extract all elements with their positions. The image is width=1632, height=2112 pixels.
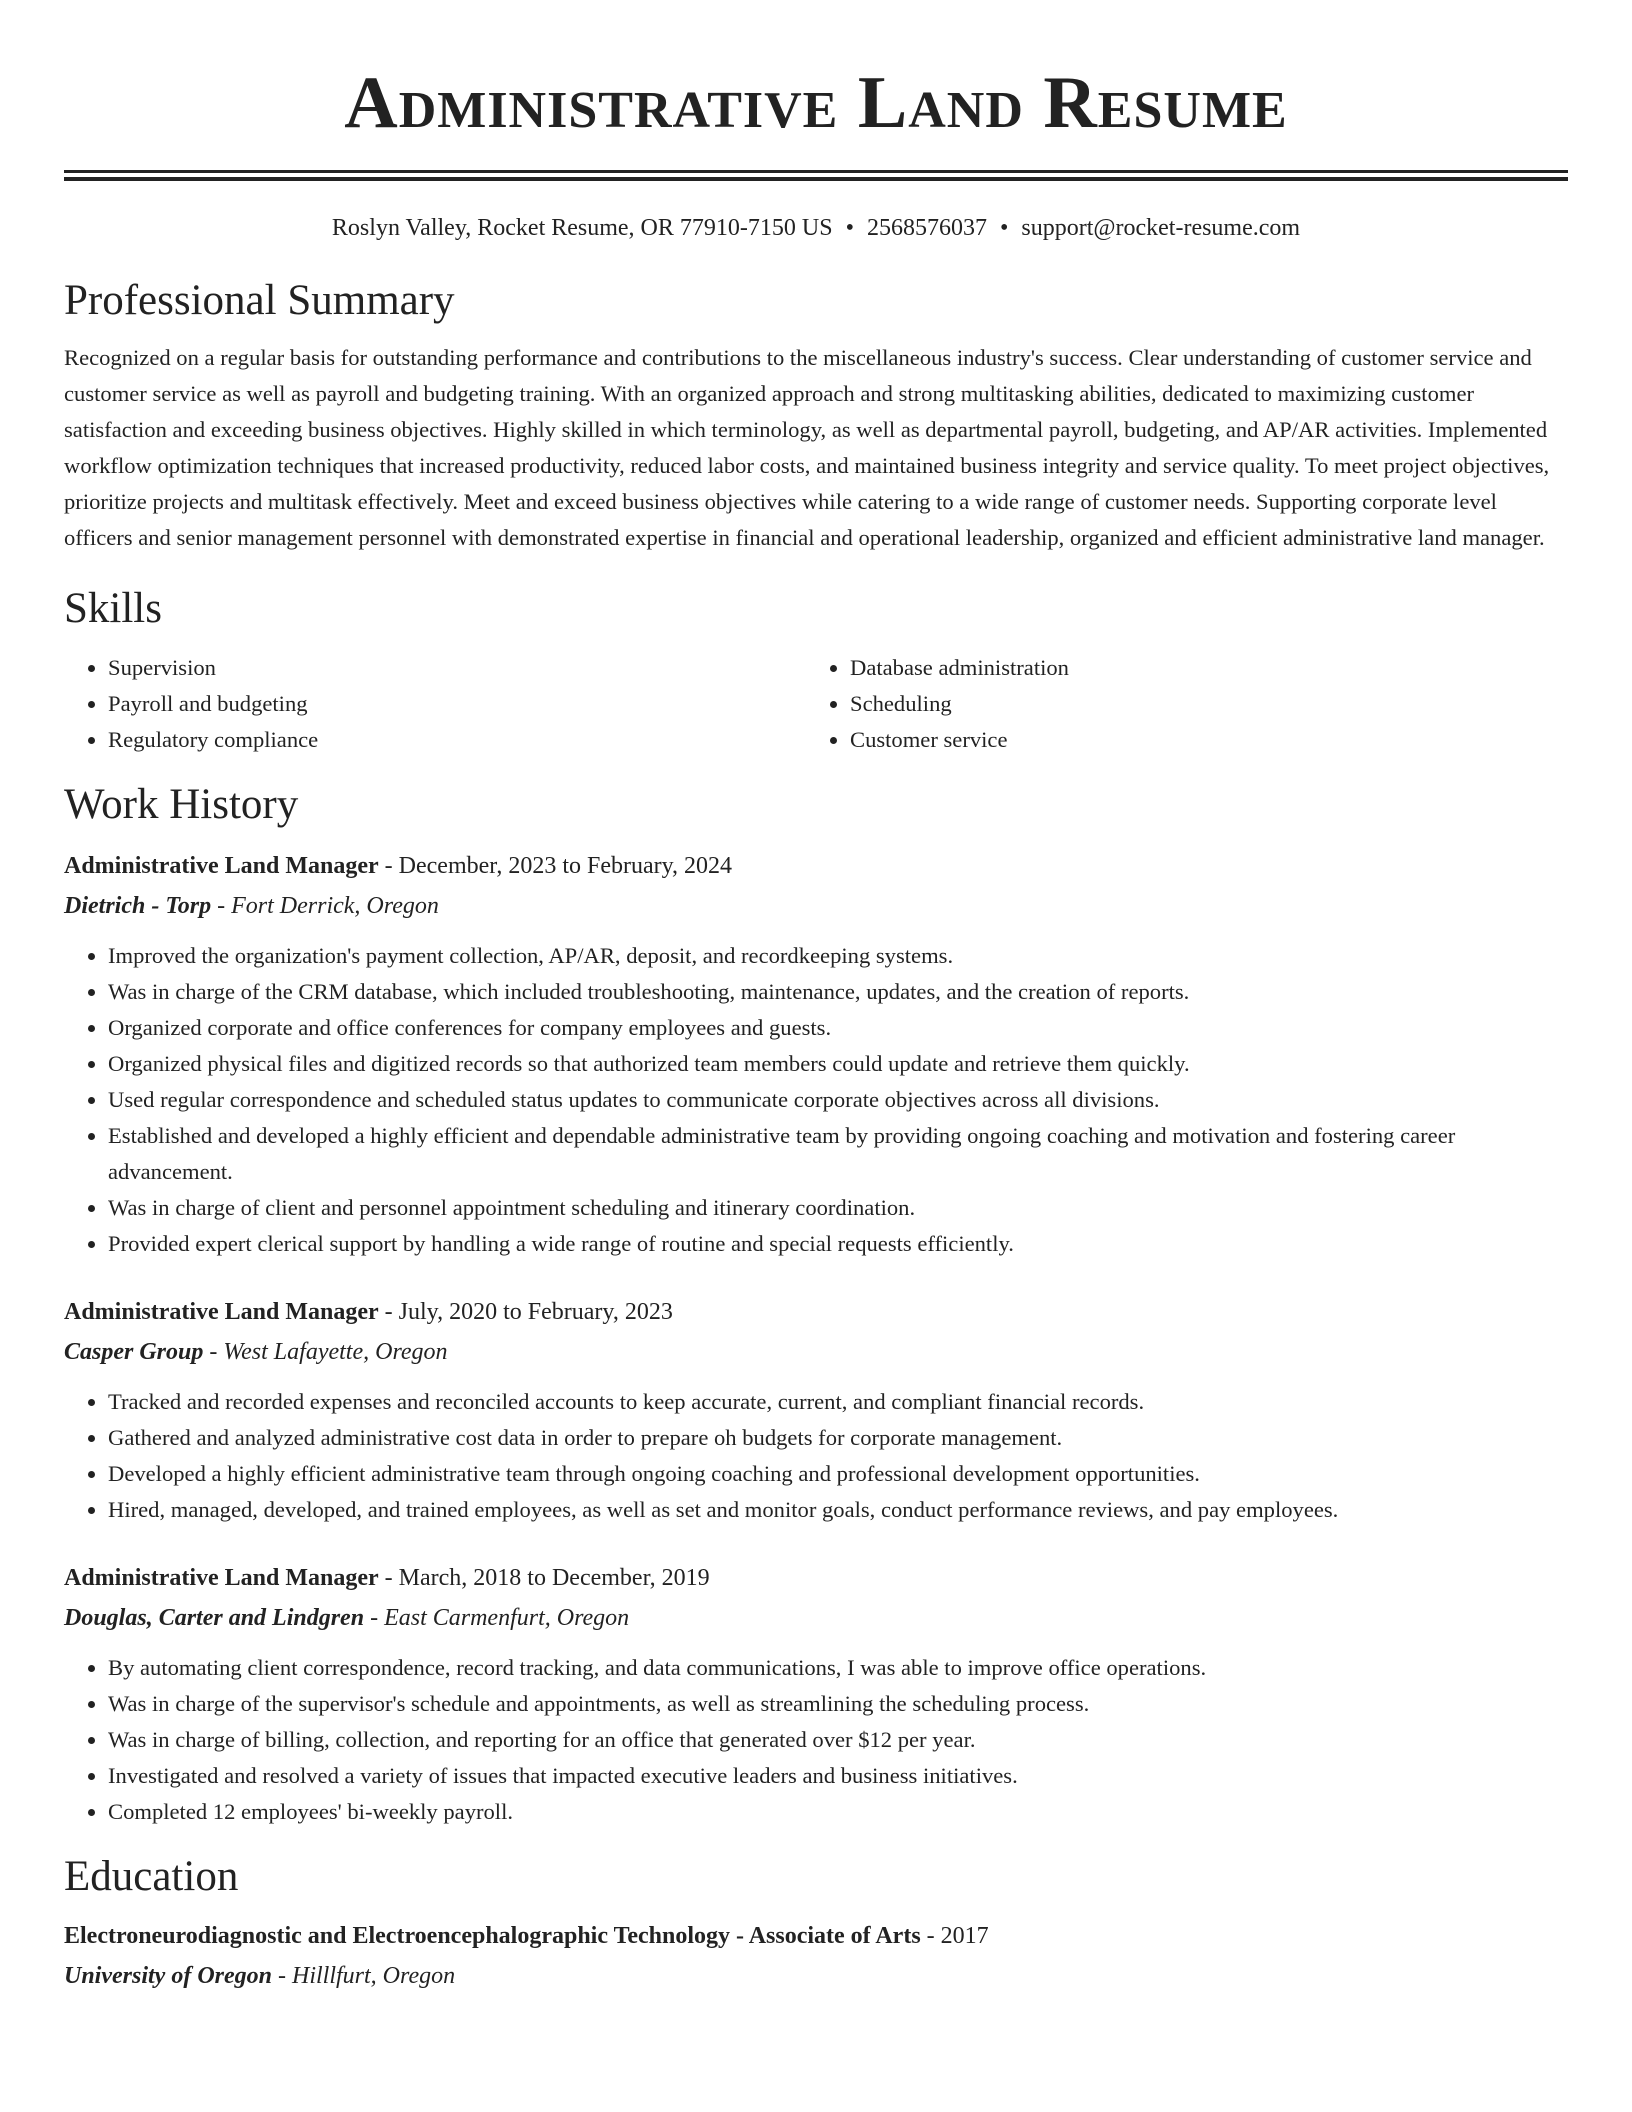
job-company: Dietrich - Torp	[64, 893, 212, 919]
job-dates: March, 2018 to December, 2019	[398, 1565, 710, 1591]
job-bullet: • Hired, managed, developed, and trained employees, as well as set and monitor goals, conduct performance reviews, and pay employees.	[108, 1492, 1568, 1528]
skill-item: • Scheduling	[850, 686, 1548, 722]
education-header	[64, 1916, 1568, 1956]
job-bullet: • Was in charge of client and personnel appointment scheduling and itinerary coordination.	[108, 1190, 1568, 1226]
skill-item: • Regulatory compliance	[108, 722, 806, 758]
education-heading: Education	[64, 1853, 239, 1900]
contact-email: support@rocket-resume.com	[1021, 215, 1301, 241]
job-dash: -	[378, 1565, 399, 1591]
contact-address: Roslyn Valley, Rocket Resume, OR 77910-7150 US	[331, 215, 833, 241]
job-bullet: • Completed 12 employees' bi-weekly payroll.	[108, 1794, 1568, 1830]
job-entry	[64, 846, 1568, 1262]
job-company: Douglas, Carter and Lindgren	[64, 1605, 365, 1631]
job-bullet: • Improved the organization's payment collection, AP/AR, deposit, and recordkeeping systems.	[108, 938, 1568, 974]
job-dash: -	[211, 893, 232, 919]
job-dates: July, 2020 to February, 2023	[398, 1299, 673, 1325]
job-bullet: • Tracked and recorded expenses and reconciled accounts to keep accurate, current, and compliant financial records.	[108, 1384, 1568, 1420]
job-bullet: • Investigated and resolved a variety of issues that impacted executive leaders and business initiatives.	[108, 1758, 1568, 1794]
job-employer	[64, 1332, 1568, 1372]
job-location: West Lafayette, Oregon	[223, 1339, 448, 1365]
contact-separator: •	[845, 215, 854, 241]
skill-item: • Supervision	[108, 650, 806, 686]
job-bullet: • Was in charge of the CRM database, which included troubleshooting, maintenance, updates, and the creation of reports.	[108, 974, 1568, 1010]
job-header	[64, 846, 1568, 886]
job-dates: December, 2023 to February, 2024	[398, 853, 733, 879]
job-dash: -	[203, 1339, 224, 1365]
job-title: Administrative Land Manager	[64, 1299, 379, 1325]
job-location: East Carmenfurt, Oregon	[384, 1605, 630, 1631]
education-degree: Electroneurodiagnostic and Electroencephalographic Technology - Associate of Arts	[64, 1923, 921, 1949]
contact-separator: •	[999, 215, 1009, 241]
contact-phone: 2568576037	[866, 215, 987, 241]
job-employer	[64, 1598, 1568, 1638]
job-company: Casper Group	[64, 1339, 204, 1365]
job-bullet: • Provided expert clerical support by handling a wide range of routine and special requests efficiently.	[108, 1226, 1568, 1262]
skill-item: • Customer service	[850, 722, 1548, 758]
job-bullets	[64, 1384, 1568, 1528]
job-title: Administrative Land Manager	[64, 1565, 379, 1591]
education-year: 2017	[940, 1923, 989, 1949]
work-history-heading: Work History	[64, 781, 299, 828]
job-bullet: • Gathered and analyzed administrative cost data in order to prepare oh budgets for corporate management.	[108, 1420, 1568, 1456]
job-bullet: • Established and developed a highly efficient and dependable administrative team by providing ongoing coaching and motivation and fostering career advancement.	[108, 1118, 1568, 1190]
skills-column-left	[64, 650, 806, 758]
education-entry	[64, 1916, 1568, 1996]
skills-list	[64, 650, 1568, 758]
title-divider	[64, 170, 1568, 181]
skills-column-right	[806, 650, 1548, 758]
summary-text: Recognized on a regular basis for outstanding performance and contributions to the miscellaneous industry's success. Clear understanding of customer service and customer service as well as payroll and budgeting training. With an organized approach and strong multitasking abilities, dedicated to maximizing customer satisfaction and exceeding business objectives. Highly skilled in which terminology, as well as departmental payroll, budgeting, and AP/AR activities. Implemented workflow optimization techniques that increased productivity, reduced labor costs, and maintained business integrity and service quality. To meet project objectives, prioritize projects and multitask effectively. Meet and exceed business objectives while catering to a wide range of customer needs. Supporting corporate level officers and senior management personnel with demonstrated expertise in financial and operational leadership, organized and efficient administrative land manager.	[64, 345, 1550, 550]
education-dash: -	[920, 1923, 941, 1949]
job-bullet: • Was in charge of billing, collection, and reporting for an office that generated over $12 per year.	[108, 1722, 1568, 1758]
education-section	[64, 1852, 1568, 1996]
resume-title: Administrative Land Resume	[344, 62, 1288, 144]
skill-item: • Payroll and budgeting	[108, 686, 806, 722]
job-location: Fort Derrick, Oregon	[231, 893, 439, 919]
job-dash: -	[378, 1299, 399, 1325]
job-dash: -	[378, 853, 399, 879]
job-bullets	[64, 1650, 1568, 1830]
summary-section	[64, 276, 1568, 556]
job-employer	[64, 886, 1568, 926]
skills-heading: Skills	[64, 585, 162, 632]
job-bullet: • Used regular correspondence and scheduled status updates to communicate corporate objectives across all divisions.	[108, 1082, 1568, 1118]
job-title: Administrative Land Manager	[64, 853, 379, 879]
contact-line	[64, 212, 1568, 244]
job-header	[64, 1558, 1568, 1598]
education-dash: -	[271, 1963, 292, 1989]
education-location: Hilllfurt, Oregon	[291, 1963, 456, 1989]
job-bullet: • Organized physical files and digitized records so that authorized team members could update and retrieve them quickly.	[108, 1046, 1568, 1082]
job-entry	[64, 1292, 1568, 1528]
skill-item: • Database administration	[850, 650, 1548, 686]
job-dash: -	[364, 1605, 385, 1631]
job-entry	[64, 1558, 1568, 1830]
job-bullets	[64, 938, 1568, 1262]
work-history-section	[64, 780, 1568, 1830]
education-school-line	[64, 1956, 1568, 1996]
job-bullet: • By automating client correspondence, record tracking, and data communications, I was able to improve office operations.	[108, 1650, 1568, 1686]
skills-section	[64, 584, 1568, 758]
job-bullet: • Developed a highly efficient administrative team through ongoing coaching and professional development opportunities.	[108, 1456, 1568, 1492]
job-bullet: • Was in charge of the supervisor's schedule and appointments, as well as streamlining the scheduling process.	[108, 1686, 1568, 1722]
job-bullet: • Organized corporate and office conferences for company employees and guests.	[108, 1010, 1568, 1046]
education-school: University of Oregon	[64, 1963, 272, 1989]
job-header	[64, 1292, 1568, 1332]
summary-heading: Professional Summary	[64, 277, 455, 324]
